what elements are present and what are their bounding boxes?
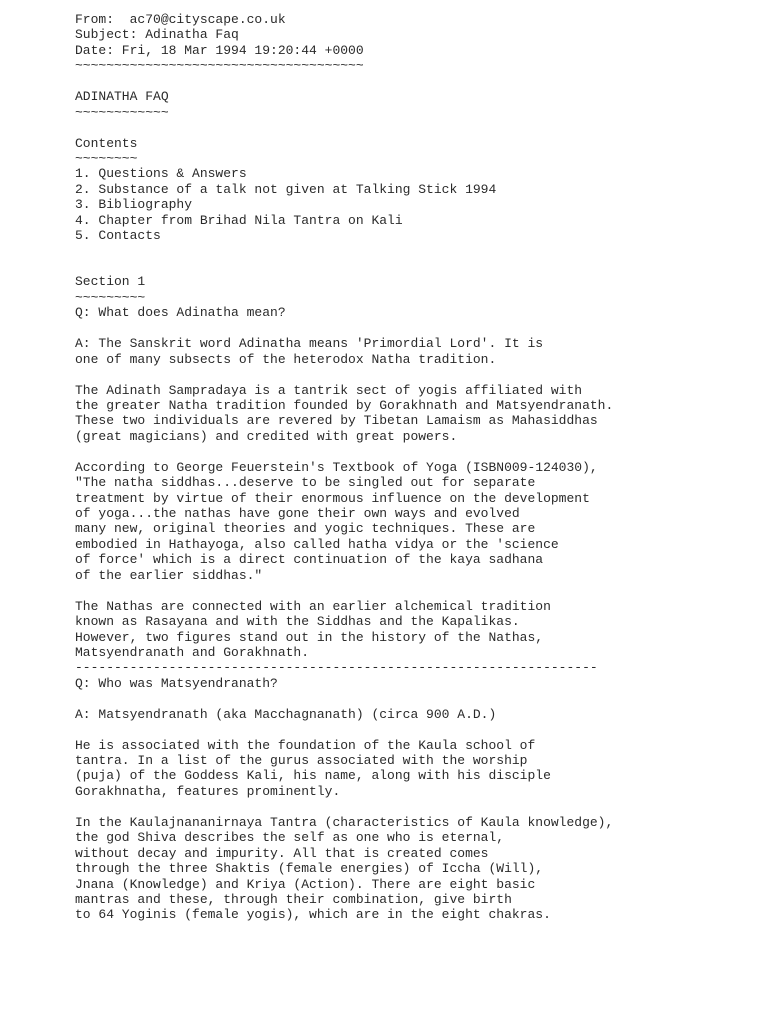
- answer-1-line: A: The Sanskrit word Adinatha means 'Primordial Lord'. It is: [75, 336, 544, 352]
- paragraph-line: the greater Natha tradition founded by Gorakhnath and Matsyendranath.: [75, 397, 614, 413]
- email-document: [75, 12, 760, 923]
- title-text: ADINATHA FAQ: [75, 89, 169, 105]
- paragraph-line: He is associated with the foundation of the Kaula school of: [75, 737, 536, 753]
- paragraph-line: treatment by virtue of their enormous influence on the development: [75, 490, 590, 506]
- paragraph-line: many new, original theories and yogic techniques. These are: [75, 521, 536, 537]
- question-1: Q: What does Adinatha mean?: [75, 305, 286, 321]
- paragraph-line: (puja) of the Goddess Kali, his name, along with his disciple: [75, 768, 551, 784]
- contents-item: 2. Substance of a talk not given at Talking Stick 1994: [75, 181, 497, 197]
- blank-line: [75, 321, 760, 336]
- document-title: [75, 89, 760, 120]
- paragraph-line: to 64 Yoginis (female yogis), which are in the eight chakras.: [75, 907, 551, 923]
- contents-item: 4. Chapter from Brihad Nila Tantra on Kali: [75, 212, 403, 228]
- section-underline: ~~~~~~~~~: [75, 289, 146, 305]
- paragraph-line: mantras and these, through their combination, give birth: [75, 891, 512, 907]
- date-line: Date: Fri, 18 Mar 1994 19:20:44 +0000: [75, 42, 364, 58]
- paragraph-line: of force' which is a direct continuation of the kaya sadhana: [75, 552, 544, 568]
- blank-line: [75, 444, 760, 459]
- paragraph-line: Matsyendranath and Gorakhnath.: [75, 644, 310, 660]
- paragraph-line: Gorakhnatha, features prominently.: [75, 783, 341, 799]
- section-divider: -------------------------------------------------------------------: [75, 660, 598, 676]
- subject-line: Subject: Adinatha Faq: [75, 27, 239, 43]
- blank-line: [75, 367, 760, 382]
- email-header: [75, 12, 760, 74]
- paragraph-line: The Adinath Sampradaya is a tantrik sect of yogis affiliated with: [75, 382, 583, 398]
- blank-line: [75, 244, 760, 259]
- contents-item: 3. Bibliography: [75, 197, 193, 213]
- paragraph-line: of yoga...the nathas have gone their own ways and evolved: [75, 506, 520, 521]
- answer-2-line: A: Matsyendranath (aka Macchagnanath) (circa 900 A.D.): [75, 706, 497, 722]
- answer-1-line: one of many subsects of the heterodox Natha tradition.: [75, 351, 497, 367]
- blank-line: [75, 722, 760, 737]
- contents-section: [75, 136, 760, 244]
- blank-line: [75, 691, 760, 706]
- blank-line: [75, 74, 760, 89]
- paragraph-line: According to George Feuerstein's Textbook of Yoga (ISBN009-124030),: [75, 459, 598, 475]
- paragraph-line: The Nathas are connected with an earlier alchemical tradition: [75, 598, 551, 614]
- blank-line: [75, 583, 760, 598]
- paragraph-line: through the three Shaktis (female energies) of Iccha (Will),: [75, 861, 544, 877]
- paragraph-line: of the earlier siddhas.": [75, 567, 263, 583]
- question-2: Q: Who was Matsyendranath?: [75, 675, 278, 691]
- paragraph-line: the god Shiva describes the self as one who is eternal,: [75, 830, 505, 846]
- contents-item: 5. Contacts: [75, 228, 161, 244]
- blank-line: [75, 120, 760, 135]
- blank-line: [75, 259, 760, 274]
- paragraph-line: embodied in Hathayoga, also called hatha vidya or the 'science: [75, 536, 559, 552]
- from-line: From: ac70@cityscape.co.uk: [75, 12, 286, 27]
- paragraph-line: (great magicians) and credited with great powers.: [75, 428, 458, 444]
- section-heading: Section 1: [75, 274, 146, 290]
- paragraph-line: tantra. In a list of the gurus associated with the worship: [75, 753, 528, 768]
- paragraph-line: known as Rasayana and with the Siddhas and the Kapalikas.: [75, 614, 520, 630]
- paragraph-line: without decay and impurity. All that is created comes: [75, 845, 489, 861]
- paragraph-line: Jnana (Knowledge) and Kriya (Action). There are eight basic: [75, 876, 536, 892]
- contents-item: 1. Questions & Answers: [75, 166, 247, 182]
- header-underline: ~~~~~~~~~~~~~~~~~~~~~~~~~~~~~~~~~~~~~: [75, 58, 364, 74]
- paragraph-line: These two individuals are revered by Tibetan Lamaism as Mahasiddhas: [75, 413, 598, 429]
- paragraph-line: However, two figures stand out in the history of the Nathas,: [75, 629, 544, 645]
- blank-line: [75, 799, 760, 814]
- paragraph-line: In the Kaulajnananirnaya Tantra (characteristics of Kaula knowledge),: [75, 814, 614, 830]
- contents-heading: Contents: [75, 135, 138, 151]
- paragraph-line: "The natha siddhas...deserve to be singled out for separate: [75, 475, 536, 491]
- title-underline: ~~~~~~~~~~~~: [75, 104, 169, 120]
- section-1: [75, 274, 760, 922]
- contents-underline: ~~~~~~~~: [75, 150, 138, 166]
